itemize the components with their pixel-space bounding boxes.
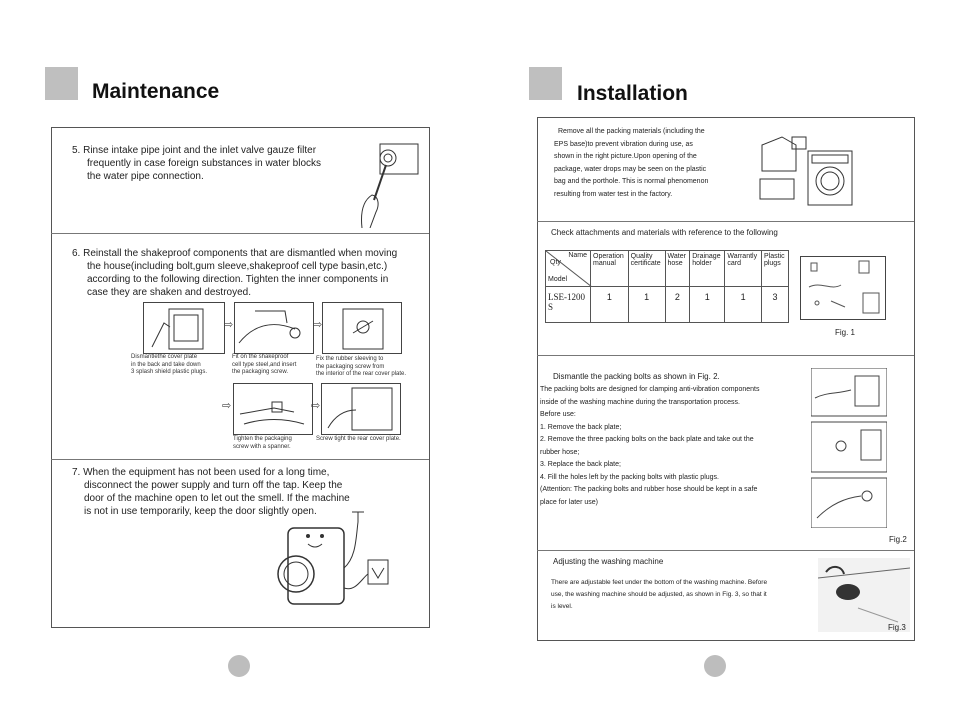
adjusting-text: There are adjustable feet under the bottom of the washing machine. Before use, the washing machine should be adjusted, as shown in Fig. 3, so that it is level. (551, 579, 768, 610)
packing-bolts-text: The packing bolts are designed for clamping anti-vibration components inside of the washing machine during the transportation process. Before use: 1. Remove the back plate; 2. Remove the three packing bolts on the back plate and take out the rubber hose; 3. Replace the back plate; 4. Fill the holes left by the packing bolts with plastic plugs. (Attention: The packing bolts and rubber hose should be kept in a safe place for later use) (540, 386, 760, 506)
step-2-illustration (234, 302, 314, 354)
item-7-text: 7. When the equipment has not been used for a long time, disconnect the power supply and turn off the tap. Keep the door of the machine open to let out the smell. If the machine is not in use temporarily, keep the door slightly open. (72, 467, 350, 517)
header-cell: Quality certificate (628, 251, 665, 287)
page-number-circle (704, 655, 726, 677)
section-tab-marker (529, 67, 562, 100)
fig-1-label: Fig. 1 (835, 328, 856, 337)
item-6-text: 6. Reinstall the shakeproof components that are dismantled when moving the house(including bolt,gum sleeve,shakeproof cell type basin,etc.) according to the following direction. Tighten the inner components in case they are shaken and destroyed. (72, 248, 398, 298)
divider (537, 221, 914, 222)
model-cell: LSE-1200 S (546, 287, 591, 323)
page-title: Maintenance (92, 80, 220, 103)
packing-removal-text: Remove all the packing materials (including the EPS base)to prevent vibration during use, as shown in the right picture.Upon opening of the package, water drops may be seen on the plastic bag and the porthole. This is normal phenomenon resulting from water test in the factory. (554, 128, 709, 198)
divider (537, 550, 914, 551)
step-3-illustration (322, 302, 402, 354)
adjustable-feet-figure (818, 558, 910, 632)
step-1-caption: Dismantlethe cover plate in the back and take down 3 splash shield plastic plugs. (131, 354, 208, 375)
header-cell: Plastic plugs (761, 251, 788, 287)
step-3-caption: Fix the rubber sleeving to the packaging screw from the interior of the rear cover plate. (316, 356, 407, 377)
item-5-text: 5. Rinse intake pipe joint and the inlet valve gauze filter frequently in case foreign substances in water blocks the water pipe connection. (72, 145, 322, 182)
divider (51, 459, 429, 460)
step-4-caption: Tighten the packaging screw with a spanner. (233, 436, 292, 450)
page-title: Installation (577, 82, 688, 105)
unpacking-illustration (752, 131, 858, 211)
divider (51, 233, 429, 234)
packing-bolts-figure (811, 368, 887, 528)
adjusting-heading: Adjusting the washing machine (553, 557, 664, 566)
washing-machine-character-illustration (266, 508, 396, 612)
value-cell: 1 (628, 287, 665, 323)
value-cell: 1 (591, 287, 629, 323)
section-tab-marker (45, 67, 78, 100)
step-5-caption: Screw tight the rear cover plate. (316, 436, 401, 442)
value-cell: 3 (761, 287, 788, 323)
filter-cleaning-illustration (350, 140, 422, 228)
value-cell: 2 (665, 287, 690, 323)
step-2-caption: Fit on the shakeproof cell type steel,and insert the packaging screw. (232, 354, 297, 375)
divider (537, 355, 914, 356)
attachments-table (545, 250, 789, 323)
fig-2-label: Fig.2 (889, 535, 907, 544)
arrow-right-icon: ⇨ (311, 400, 321, 412)
page-number-circle (228, 655, 250, 677)
step-4-illustration (233, 383, 313, 435)
packing-bolts-heading: Dismantle the packing bolts as shown in Fig. 2. (553, 372, 720, 381)
step-1-illustration (143, 302, 225, 354)
value-cell: 1 (725, 287, 762, 323)
header-cell: Water hose (665, 251, 690, 287)
fig-3-label: Fig.3 (888, 623, 906, 632)
header-cell: Operation manual (591, 251, 629, 287)
header-cell: Drainage holder (690, 251, 725, 287)
arrow-right-icon: ⇨ (224, 319, 234, 331)
accessories-figure (800, 256, 886, 320)
step-5-illustration (321, 383, 401, 435)
arrow-right-icon: ⇨ (313, 319, 323, 331)
attachments-heading: Check attachments and materials with reference to the following (551, 228, 778, 237)
value-cell: 1 (690, 287, 725, 323)
table-corner-cell: Name Qty Model (546, 251, 591, 287)
arrow-right-icon: ⇨ (222, 400, 232, 412)
header-cell: Warrantly card (725, 251, 762, 287)
